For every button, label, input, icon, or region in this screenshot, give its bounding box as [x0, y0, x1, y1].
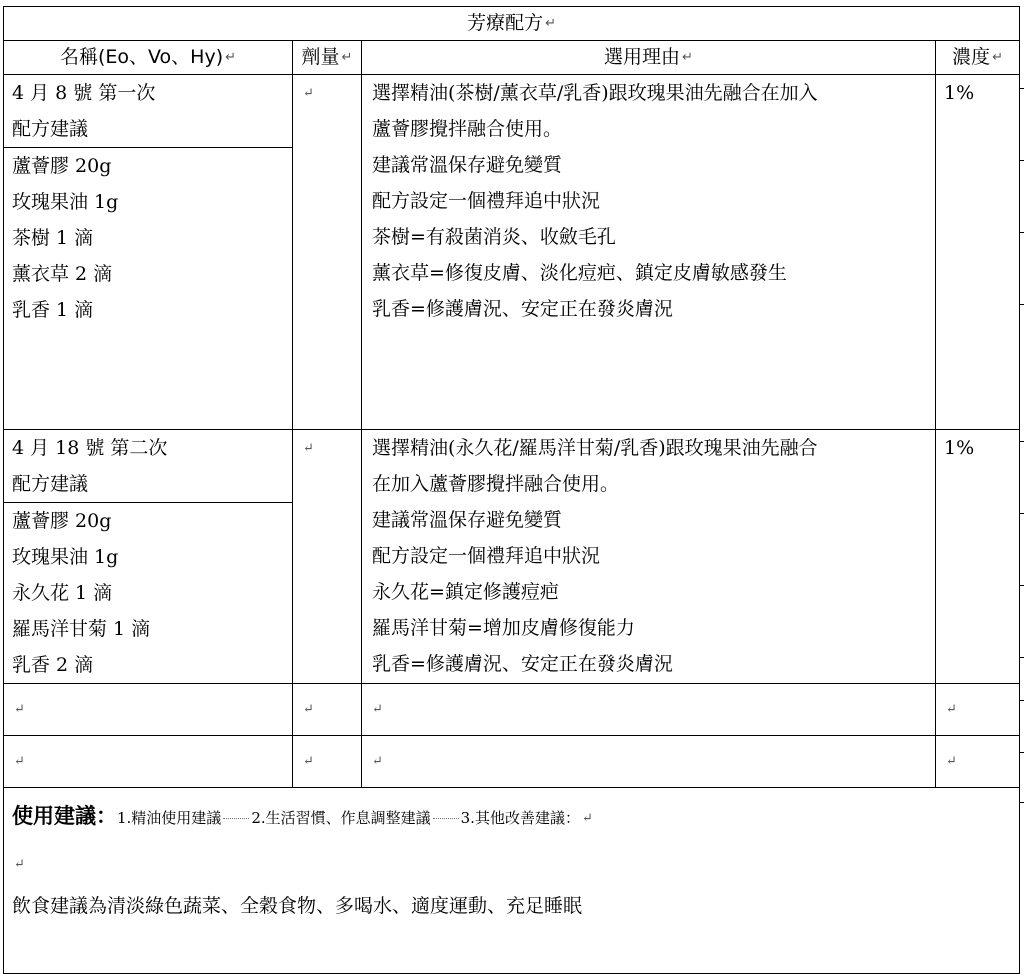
entry-1-dose-cell: ↵	[293, 74, 362, 429]
usage-row	[4, 787, 1020, 973]
entry-row-2	[4, 429, 1020, 683]
entry-1-heading: 4 月 8 號 第一次 配方建議	[12, 81, 156, 140]
aromatherapy-formula-table	[3, 6, 1020, 974]
entry-1-name-cell	[4, 74, 293, 429]
empty-row-1: ↵ ↵ ↵ ↵	[4, 683, 1020, 735]
header-name: 名稱(Eo、Vo、Hy) ↵	[4, 40, 293, 74]
usage-label: 使用建議：	[12, 802, 117, 828]
entry-1-reason-cell: 選擇精油(茶樹/薰衣草/乳香)跟玫瑰果油先融合在加入 蘆薈膠攪拌融合使用。 建議常溫保存避免變質 配方設定一個禮拜追中狀況 茶樹=有殺菌消炎、收斂毛孔 薰衣草=修復皮膚、淡化痘疤、鎮定皮膚敏感發生 乳香=修護膚況、安定正在發炎膚況	[362, 74, 936, 429]
list-item: 薰衣草 2 滴	[12, 262, 113, 285]
entry-2-items	[4, 502, 292, 683]
entry-1-concentration-cell: 1%	[936, 74, 1020, 429]
margin-marks	[1018, 0, 1024, 970]
list-item: 茶樹 1 滴	[12, 226, 94, 249]
entry-2-reason-cell: 選擇精油(永久花/羅馬洋甘菊/乳香)跟玫瑰果油先融合 在加入蘆薈膠攪拌融合使用。 建議常溫保存避免變質 配方設定一個禮拜追中狀況 永久花=鎮定修護痘疤 羅馬洋甘菊=增加皮膚修復能力 乳香=修護膚況、安定正在發炎膚況	[362, 429, 936, 683]
header-concentration: 濃度 ↵	[936, 40, 1020, 74]
title-row	[4, 7, 1020, 41]
list-item: 蘆薈膠 20g	[12, 154, 112, 177]
entry-1-items	[4, 147, 292, 328]
entry-2-concentration-cell: 1%	[936, 429, 1020, 683]
list-item: 乳香 2 滴	[12, 653, 94, 676]
usage-heading: 使用建議：1.精油使用建議 2.生活習慣、作息調整建議 3.其他改善建議： ↵	[12, 802, 593, 828]
entry-2-heading: 4 月 18 號 第二次 配方建議	[12, 436, 168, 495]
entry-row-1	[4, 74, 1020, 429]
header-row	[4, 40, 1020, 74]
list-item: 永久花 1 滴	[12, 581, 113, 604]
header-dose: 劑量 ↵	[293, 40, 362, 74]
table-title-cell: 芳療配方 ↵	[4, 7, 1020, 41]
usage-cell: 使用建議：1.精油使用建議 2.生活習慣、作息調整建議 3.其他改善建議： ↵ ↵ 飲食建議為清淡綠色蔬菜、全穀食物、多喝水、適度運動、充足睡眠	[4, 787, 1020, 973]
table-title: 芳療配方	[467, 12, 544, 34]
list-item: 羅馬洋甘菊 1 滴	[12, 617, 151, 640]
list-item: 乳香 1 滴	[12, 298, 94, 321]
header-reason: 選用理由 ↵	[362, 40, 936, 74]
empty-row-2: ↵ ↵ ↵ ↵	[4, 735, 1020, 787]
usage-advice: 飲食建議為清淡綠色蔬菜、全穀食物、多喝水、適度運動、充足睡眠	[12, 894, 583, 917]
list-item: 玫瑰果油 1g	[12, 190, 119, 213]
entry-2-dose-cell: ↵	[293, 429, 362, 683]
list-item: 玫瑰果油 1g	[12, 545, 119, 568]
list-item: 蘆薈膠 20g	[12, 509, 112, 532]
entry-2-name-cell	[4, 429, 293, 683]
